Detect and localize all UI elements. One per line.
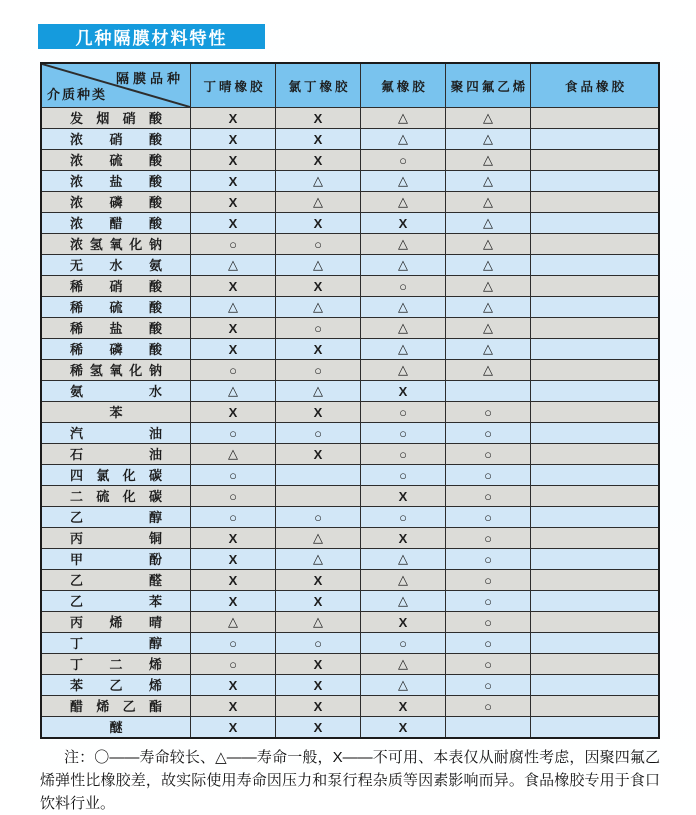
rating-cell: ○ bbox=[190, 360, 275, 380]
media-name-cell: 浓 盐 酸 bbox=[70, 173, 162, 189]
rating-cell: △ bbox=[190, 444, 275, 464]
media-name-cell: 稀 氢 氧 化 钠 bbox=[70, 362, 162, 378]
rating-cell: ○ bbox=[360, 444, 445, 464]
rating-cell: △ bbox=[360, 171, 445, 191]
rating-cell: X bbox=[190, 150, 275, 170]
rating-cell: △ bbox=[445, 360, 530, 380]
rating-cell bbox=[530, 381, 658, 401]
table-row bbox=[42, 275, 658, 296]
table-row bbox=[42, 128, 658, 149]
table-row bbox=[42, 233, 658, 254]
rating-cell bbox=[275, 486, 360, 506]
rating-cell: X bbox=[360, 213, 445, 233]
rating-cell: ○ bbox=[190, 465, 275, 485]
rating-cell bbox=[530, 402, 658, 422]
rating-cell: X bbox=[190, 591, 275, 611]
note-text: 注：〇——寿命较长、△——寿命一般，X——不可用、本表仅从耐腐性考虑，因聚四氟乙烯弹性比橡胶差，故实际使用寿命因压力和泵行程杂质等因素影响而异。食品橡胶专用于食口饮料行业。 bbox=[40, 749, 660, 812]
rating-cell: △ bbox=[360, 654, 445, 674]
rating-cell: X bbox=[275, 129, 360, 149]
rating-cell: ○ bbox=[445, 696, 530, 716]
rating-cell: △ bbox=[445, 339, 530, 359]
rating-cell bbox=[530, 654, 658, 674]
rating-cell bbox=[275, 465, 360, 485]
table-row bbox=[42, 653, 658, 674]
rating-cell: ○ bbox=[445, 507, 530, 527]
media-name-cell: 甲 酚 bbox=[70, 551, 162, 567]
media-name-cell: 丙 铜 bbox=[70, 530, 162, 546]
rating-cell: ○ bbox=[360, 507, 445, 527]
rating-cell: X bbox=[190, 549, 275, 569]
rating-cell: X bbox=[275, 717, 360, 737]
media-name-cell: 乙 醇 bbox=[70, 509, 162, 525]
rating-cell: ○ bbox=[275, 633, 360, 653]
table-row bbox=[42, 464, 658, 485]
rating-cell: ○ bbox=[445, 675, 530, 695]
media-name-cell: 苯 乙 烯 bbox=[70, 677, 162, 693]
rating-cell: X bbox=[360, 381, 445, 401]
rating-cell: ○ bbox=[190, 234, 275, 254]
table-row bbox=[42, 380, 658, 401]
rating-cell: X bbox=[360, 696, 445, 716]
rating-cell bbox=[530, 591, 658, 611]
rating-cell: △ bbox=[360, 549, 445, 569]
rating-cell bbox=[530, 633, 658, 653]
rating-cell: X bbox=[190, 528, 275, 548]
column-header: 氯丁橡胶 bbox=[275, 64, 360, 107]
rating-cell: △ bbox=[360, 297, 445, 317]
rating-cell: ○ bbox=[360, 633, 445, 653]
rating-cell: X bbox=[360, 528, 445, 548]
table-row bbox=[42, 506, 658, 527]
rating-cell bbox=[530, 192, 658, 212]
rating-cell bbox=[530, 696, 658, 716]
rating-cell: △ bbox=[275, 192, 360, 212]
rating-cell: X bbox=[275, 675, 360, 695]
table-row bbox=[42, 422, 658, 443]
rating-cell bbox=[530, 717, 658, 737]
media-name-cell: 浓 硫 酸 bbox=[70, 152, 162, 168]
rating-cell: X bbox=[190, 717, 275, 737]
table-row bbox=[42, 338, 658, 359]
rating-cell: △ bbox=[445, 234, 530, 254]
rating-cell: ○ bbox=[445, 528, 530, 548]
page-title: 几种隔膜材料特性 bbox=[38, 24, 265, 49]
rating-cell: X bbox=[190, 675, 275, 695]
rating-cell bbox=[530, 171, 658, 191]
media-name-cell: 浓 氢 氧 化 钠 bbox=[70, 236, 162, 252]
rating-cell: ○ bbox=[360, 465, 445, 485]
rating-cell: △ bbox=[445, 150, 530, 170]
rating-cell: X bbox=[275, 402, 360, 422]
rating-cell: △ bbox=[190, 255, 275, 275]
media-name-cell: 乙 苯 bbox=[70, 593, 162, 609]
media-name-cell: 乙 醛 bbox=[70, 572, 162, 588]
rating-cell bbox=[530, 486, 658, 506]
table-row bbox=[42, 317, 658, 338]
rating-cell bbox=[530, 318, 658, 338]
table-row bbox=[42, 254, 658, 275]
media-name-cell: 苯 bbox=[109, 404, 123, 420]
rating-cell: X bbox=[190, 318, 275, 338]
rating-cell: ○ bbox=[445, 654, 530, 674]
rating-cell bbox=[530, 465, 658, 485]
rating-cell bbox=[530, 234, 658, 254]
rating-cell: ○ bbox=[360, 150, 445, 170]
rating-cell: X bbox=[360, 486, 445, 506]
rating-cell: △ bbox=[360, 234, 445, 254]
table-row bbox=[42, 107, 658, 128]
table-row bbox=[42, 590, 658, 611]
rating-cell: ○ bbox=[445, 633, 530, 653]
rating-cell bbox=[530, 255, 658, 275]
rating-cell: X bbox=[360, 717, 445, 737]
corner-label-medium-type: 介质种类 bbox=[47, 87, 108, 102]
rating-cell: X bbox=[275, 108, 360, 128]
rating-cell: △ bbox=[445, 129, 530, 149]
rating-cell: △ bbox=[275, 255, 360, 275]
rating-cell: △ bbox=[360, 591, 445, 611]
rating-cell bbox=[530, 108, 658, 128]
table-body bbox=[42, 107, 658, 737]
rating-cell: △ bbox=[360, 339, 445, 359]
rating-cell: ○ bbox=[190, 423, 275, 443]
rating-cell: △ bbox=[445, 297, 530, 317]
media-name-cell: 无 水 氨 bbox=[70, 257, 162, 273]
rating-cell: △ bbox=[445, 171, 530, 191]
rating-cell bbox=[530, 150, 658, 170]
table-row bbox=[42, 527, 658, 548]
rating-cell: ○ bbox=[275, 507, 360, 527]
table-row bbox=[42, 548, 658, 569]
rating-cell: △ bbox=[275, 171, 360, 191]
rating-cell: △ bbox=[445, 213, 530, 233]
media-name-cell: 四 氯 化 碳 bbox=[70, 467, 162, 483]
rating-cell: X bbox=[275, 696, 360, 716]
rating-cell: X bbox=[275, 339, 360, 359]
rating-cell bbox=[530, 339, 658, 359]
table-row bbox=[42, 191, 658, 212]
rating-cell: X bbox=[190, 171, 275, 191]
rating-cell: △ bbox=[275, 612, 360, 632]
rating-cell: △ bbox=[275, 381, 360, 401]
corner-header-cell bbox=[42, 64, 190, 107]
media-name-cell: 石 油 bbox=[70, 446, 162, 462]
rating-cell: ○ bbox=[445, 402, 530, 422]
media-name-cell: 发 烟 硝 酸 bbox=[70, 110, 162, 126]
rating-cell: X bbox=[190, 192, 275, 212]
media-name-cell: 稀 磷 酸 bbox=[70, 341, 162, 357]
table-row bbox=[42, 401, 658, 422]
rating-cell: ○ bbox=[275, 360, 360, 380]
table-row bbox=[42, 674, 658, 695]
rating-cell: △ bbox=[275, 549, 360, 569]
rating-cell bbox=[530, 423, 658, 443]
rating-cell: △ bbox=[190, 297, 275, 317]
table-row bbox=[42, 359, 658, 380]
rating-cell: X bbox=[190, 339, 275, 359]
rating-cell: △ bbox=[360, 108, 445, 128]
table-row bbox=[42, 296, 658, 317]
column-header: 聚四氟乙烯 bbox=[445, 64, 530, 107]
corner-label-diaphragm-type: 隔膜品种 bbox=[115, 71, 184, 86]
table-row bbox=[42, 611, 658, 632]
rating-cell: X bbox=[275, 570, 360, 590]
rating-cell: △ bbox=[445, 318, 530, 338]
rating-cell: X bbox=[275, 213, 360, 233]
table-row bbox=[42, 212, 658, 233]
media-name-cell: 稀 硫 酸 bbox=[70, 299, 162, 315]
rating-cell bbox=[530, 276, 658, 296]
rating-cell: △ bbox=[360, 129, 445, 149]
rating-cell: △ bbox=[360, 360, 445, 380]
rating-cell: △ bbox=[360, 570, 445, 590]
rating-cell: X bbox=[190, 276, 275, 296]
rating-cell bbox=[445, 717, 530, 737]
rating-cell: △ bbox=[360, 675, 445, 695]
rating-cell bbox=[530, 507, 658, 527]
rating-cell: X bbox=[275, 276, 360, 296]
rating-cell bbox=[530, 297, 658, 317]
rating-cell: ○ bbox=[445, 486, 530, 506]
material-properties-table bbox=[40, 62, 660, 739]
rating-cell: △ bbox=[445, 276, 530, 296]
table-row bbox=[42, 716, 658, 737]
rating-cell: X bbox=[190, 213, 275, 233]
media-name-cell: 丁 醇 bbox=[70, 635, 162, 651]
rating-cell bbox=[530, 129, 658, 149]
rating-cell: △ bbox=[445, 192, 530, 212]
table-row bbox=[42, 443, 658, 464]
rating-cell: ○ bbox=[445, 612, 530, 632]
rating-cell: △ bbox=[360, 318, 445, 338]
rating-cell: X bbox=[275, 444, 360, 464]
table-row bbox=[42, 569, 658, 590]
table-row bbox=[42, 149, 658, 170]
rating-cell bbox=[530, 549, 658, 569]
rating-cell bbox=[445, 381, 530, 401]
media-name-cell: 醚 bbox=[109, 719, 123, 735]
rating-cell: X bbox=[360, 612, 445, 632]
rating-cell: ○ bbox=[445, 570, 530, 590]
rating-cell: △ bbox=[190, 612, 275, 632]
rating-cell: ○ bbox=[275, 423, 360, 443]
media-name-cell: 稀 硝 酸 bbox=[70, 278, 162, 294]
rating-cell: △ bbox=[445, 108, 530, 128]
table-row bbox=[42, 632, 658, 653]
rating-cell: ○ bbox=[190, 507, 275, 527]
rating-cell: ○ bbox=[190, 486, 275, 506]
rating-cell: ○ bbox=[445, 591, 530, 611]
rating-cell: ○ bbox=[190, 654, 275, 674]
rating-cell: △ bbox=[360, 255, 445, 275]
rating-cell: ○ bbox=[360, 423, 445, 443]
rating-cell: ○ bbox=[445, 444, 530, 464]
rating-cell: ○ bbox=[275, 234, 360, 254]
column-header: 食品橡胶 bbox=[530, 64, 658, 107]
media-name-cell: 汽 油 bbox=[70, 425, 162, 441]
rating-cell bbox=[530, 360, 658, 380]
media-name-cell: 丁 二 烯 bbox=[70, 656, 162, 672]
column-header: 氟橡胶 bbox=[360, 64, 445, 107]
rating-cell: X bbox=[190, 696, 275, 716]
rating-cell bbox=[530, 213, 658, 233]
rating-cell bbox=[530, 675, 658, 695]
media-name-cell: 稀 盐 酸 bbox=[70, 320, 162, 336]
rating-cell: △ bbox=[360, 192, 445, 212]
rating-cell: X bbox=[190, 570, 275, 590]
rating-cell: X bbox=[190, 402, 275, 422]
rating-cell: ○ bbox=[360, 402, 445, 422]
rating-cell: X bbox=[275, 654, 360, 674]
media-name-cell: 浓 醋 酸 bbox=[70, 215, 162, 231]
media-name-cell: 浓 硝 酸 bbox=[70, 131, 162, 147]
media-name-cell: 浓 磷 酸 bbox=[70, 194, 162, 210]
header-row bbox=[42, 64, 658, 107]
rating-cell: △ bbox=[275, 528, 360, 548]
rating-cell: X bbox=[275, 591, 360, 611]
rating-cell: X bbox=[190, 108, 275, 128]
rating-cell: ○ bbox=[445, 423, 530, 443]
rating-cell bbox=[530, 570, 658, 590]
media-name-cell: 醋 烯 乙 酯 bbox=[70, 698, 162, 714]
rating-cell: △ bbox=[190, 381, 275, 401]
rating-cell: △ bbox=[275, 297, 360, 317]
table-row bbox=[42, 695, 658, 716]
rating-cell: X bbox=[190, 129, 275, 149]
media-name-cell: 氨 水 bbox=[70, 383, 162, 399]
rating-cell bbox=[530, 528, 658, 548]
rating-cell: ○ bbox=[360, 276, 445, 296]
rating-cell: ○ bbox=[445, 465, 530, 485]
table-row bbox=[42, 485, 658, 506]
rating-cell: ○ bbox=[275, 318, 360, 338]
rating-cell: ○ bbox=[190, 633, 275, 653]
rating-cell: ○ bbox=[445, 549, 530, 569]
rating-cell bbox=[530, 612, 658, 632]
column-header: 丁晴橡胶 bbox=[190, 64, 275, 107]
table-row bbox=[42, 170, 658, 191]
media-name-cell: 丙 烯 晴 bbox=[70, 614, 162, 630]
rating-cell: X bbox=[275, 150, 360, 170]
rating-cell: △ bbox=[445, 255, 530, 275]
rating-cell bbox=[530, 444, 658, 464]
media-name-cell: 二 硫 化 碳 bbox=[70, 488, 162, 504]
